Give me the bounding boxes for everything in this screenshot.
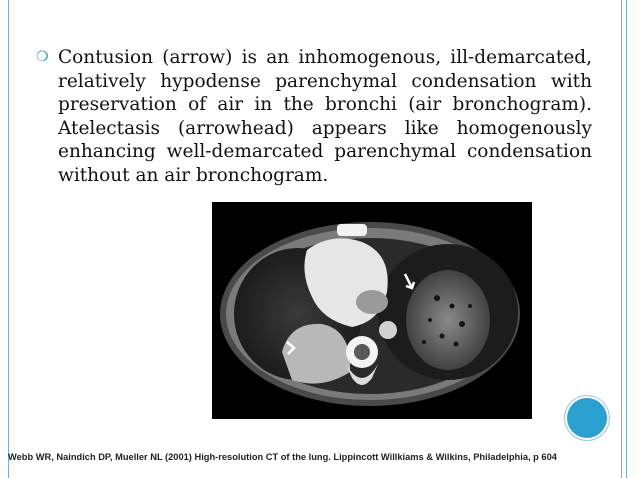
citation-text: Webb WR, Naindich DP, Mueller NL (2001) High-resolution CT of the lung. Lippincott Willkiams & Wilkins, Philadelphia, p 604 (8, 452, 557, 462)
frame-line-right-inner (626, 0, 627, 478)
frame-line-left (8, 0, 9, 478)
bullet-text: Contusion (arrow) is an inhomogenous, ill-demarcated, relatively hypodense parenchymal condensation with preservation of air in the bronchi (air bronchogram). Atelectasis (arrowhead) appears like homogenously enhancing well-demarcated parenchymal condensation without an air bronchogram. (58, 47, 592, 186)
bullet-icon: ❍ (36, 49, 49, 65)
frame-line-right-outer (621, 0, 622, 478)
decorative-circle (567, 398, 607, 438)
ct-scan-drawing (212, 202, 532, 419)
bullet-item (36, 46, 592, 187)
ct-scan-image (212, 202, 532, 419)
